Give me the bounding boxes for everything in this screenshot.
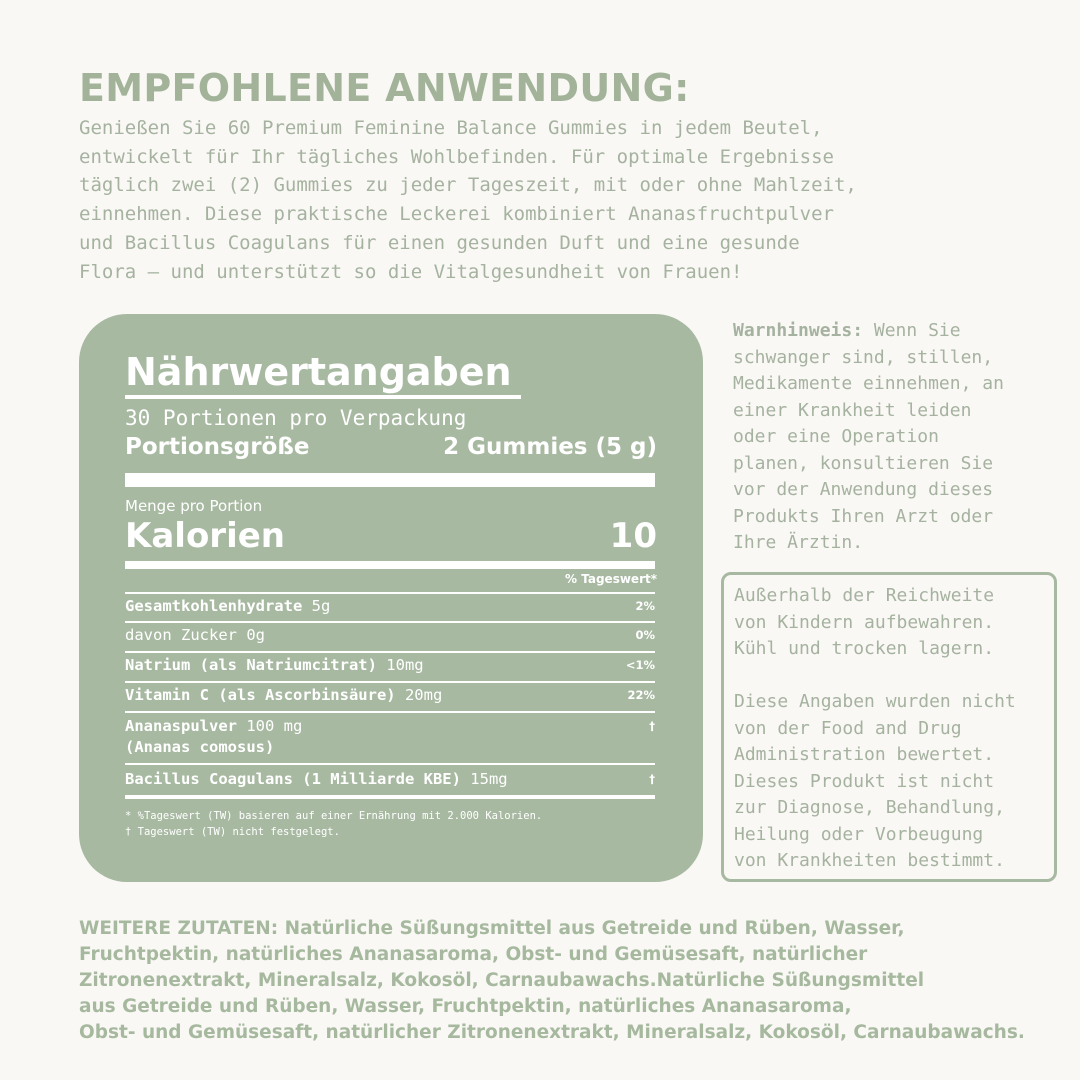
serving-size-label: Portionsgröße (125, 434, 310, 460)
nutrient-daily-value: † (649, 772, 655, 786)
footnotes (125, 808, 665, 840)
divider-line (125, 681, 655, 683)
nutrient-row (125, 716, 655, 758)
footnote-not-established: † Tageswert (TW) nicht festgelegt. (125, 826, 340, 838)
nutrient-amount: davon Zucker 0g (125, 626, 265, 644)
serving-size-value: 2 Gummies (5 g) (443, 434, 657, 460)
warning-text: Wenn Sie schwanger sind, stillen, Medikamente einnehmen, an einer Krankheit leiden oder eine Operation planen, konsultieren Sie vor der Anwendung dieses Produkts Ihren Arzt oder Ihre Ärztin. (733, 320, 1004, 553)
footnote-daily-value: * %Tageswert (TW) basieren auf einer Ernährung mit 2.000 Kalorien. (125, 810, 543, 822)
nutrient-name: Natrium (als Natriumcitrat) (125, 656, 377, 674)
nutrient-amount: 10mg (376, 656, 424, 674)
servings-per-container: 30 Portionen pro Verpackung (125, 406, 467, 430)
nutrient-amount: 100 mg (236, 717, 303, 735)
divider-line (125, 621, 655, 623)
nutrition-facts-panel (79, 314, 703, 882)
nutrient-latin-name: (Ananas comosus) (125, 738, 275, 756)
nutrient-row (125, 769, 655, 790)
medium-divider (125, 561, 655, 569)
nutrient-daily-value: 22% (627, 688, 655, 702)
nutrient-row (125, 655, 655, 676)
nutrient-daily-value: <1% (625, 658, 655, 672)
nutrient-daily-value: 0% (635, 628, 655, 642)
nutrient-name: Gesamtkohlenhydrate (125, 597, 303, 615)
warning-label: Warnhinweis: (733, 320, 864, 341)
warning-notice (733, 318, 1073, 557)
storage-disclaimer-text: Außerhalb der Reichweite von Kindern aufbewahren. Kühl und trocken lagern. Diese Angaben wurden nicht von der Food and Drug Administration bewertet. Dieses Produkt ist nicht zur Diagnose, Behandlung, Heilung oder Vorbeugung von Krankheiten bestimmt. (734, 585, 1016, 871)
calories-label: Kalorien (125, 516, 285, 556)
nutrient-row (125, 596, 655, 617)
nutrient-amount: 15mg (460, 770, 508, 788)
bottom-divider (125, 795, 655, 799)
divider-line (125, 592, 655, 594)
divider-line (125, 651, 655, 653)
nutrition-title: Nährwertangaben (125, 350, 512, 394)
usage-description: Genießen Sie 60 Premium Feminine Balance Gummies in jedem Beutel, entwickelt für Ihr tägliches Wohlbefinden. Für optimale Ergebnisse täglich zwei (2) Gummies zu jeder Tageszeit, mit oder ohne Mahlzeit, einnehmen. Diese praktische Leckerei kombiniert Ananasfruchtpulver und Bacillus Coagulans für einen gesunden Duft und eine gesunde Flora – und unterstützt so die Vitalgesundheit von Frauen! (79, 117, 857, 283)
amount-per-serving-label: Menge pro Portion (125, 497, 263, 515)
divider-line (125, 711, 655, 713)
other-ingredients: WEITERE ZUTATEN: Natürliche Süßungsmittel aus Getreide und Rüben, Wasser, Fruchtpektin, natürliches Ananasaroma, Obst- und Gemüsesaft, natürlicher Zitronenextrakt, Mineralsalz, Kokosöl, Carnaubawachs.Natürliche Süßungsmittel aus Getreide und Rüben, Wasser, Fruchtpektin, natürliches Ananasaroma, Obst- und Gemüsesaft, natürlicher Zitronenextrakt, Mineralsalz, Kokosöl, Carnaubawachs. (79, 918, 1025, 1043)
nutrient-daily-value: † (649, 719, 655, 733)
nutrient-amount: 20mg (395, 686, 443, 704)
divider-line (125, 763, 655, 765)
nutrient-row (125, 625, 655, 646)
usage-heading: EMPFOHLENE ANWENDUNG: (79, 66, 690, 110)
calories-value: 10 (609, 516, 657, 556)
nutrient-amount: 5g (302, 597, 331, 615)
nutrient-daily-value: 2% (635, 599, 655, 613)
thick-divider (125, 473, 655, 487)
storage-disclaimer-box (721, 572, 1057, 882)
nutrient-name: Vitamin C (als Ascorbinsäure) (125, 686, 396, 704)
nutrient-name: Ananaspulver (125, 717, 237, 735)
nutrient-row (125, 685, 655, 706)
daily-value-header: % Tageswert* (565, 572, 657, 586)
title-underline (125, 395, 521, 399)
nutrient-name: Bacillus Coagulans (1 Milliarde KBE) (125, 770, 461, 788)
